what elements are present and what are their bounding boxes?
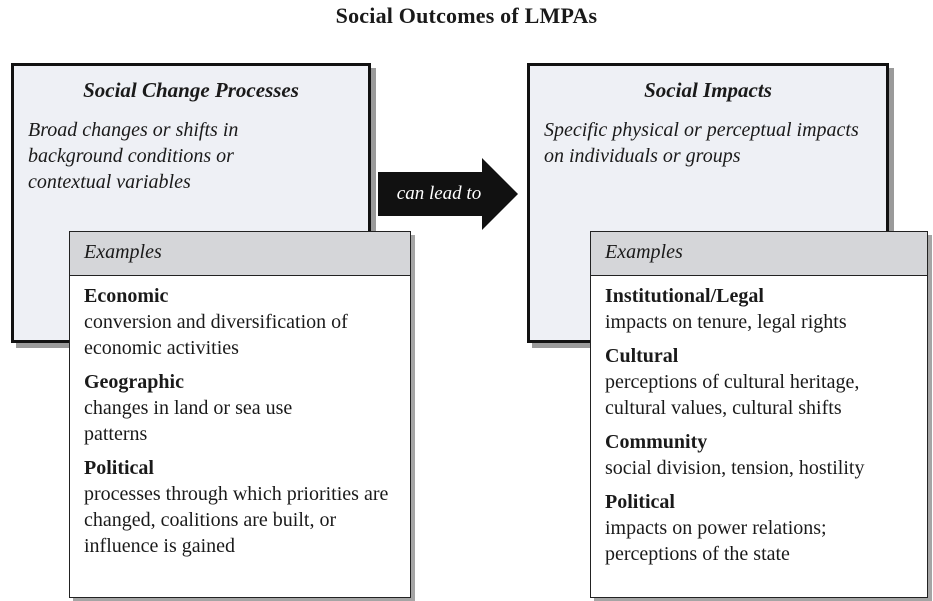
example-item-political <box>605 490 913 567</box>
example-item-title: Community <box>605 431 708 453</box>
example-item-desc: impacts on power relations; perceptions of the state <box>605 517 827 565</box>
example-item-title: Political <box>84 457 154 479</box>
social-change-processes-description: Broad changes or shifts in background conditions or contextual variables <box>28 119 239 193</box>
example-item-cultural <box>605 344 913 421</box>
can-lead-to-arrow <box>378 158 518 230</box>
social-impacts-description: Specific physical or perceptual impacts on individuals or groups <box>544 119 859 167</box>
example-item-community <box>605 430 913 481</box>
example-item-desc: processes through which priorities are changed, coalitions are built, or influence is gained <box>84 483 389 557</box>
social-change-processes-title: Social Change Processes <box>83 78 299 102</box>
diagram-title: Social Outcomes of LMPAs <box>335 3 598 28</box>
example-item-political <box>84 456 396 559</box>
example-item-desc: changes in land or sea use patterns <box>84 397 293 445</box>
example-item-title: Geographic <box>84 371 184 393</box>
example-item-title: Economic <box>84 285 169 307</box>
example-item-desc: conversion and diversification of economic activities <box>84 311 348 359</box>
example-item-desc: social division, tension, hostility <box>605 457 865 479</box>
social-change-examples-box <box>69 231 411 598</box>
social-impacts-examples-list <box>591 276 927 567</box>
social-change-examples-header: Examples <box>70 232 410 276</box>
example-item-desc: impacts on tenure, legal rights <box>605 311 847 333</box>
example-item-title: Institutional/Legal <box>605 285 764 307</box>
social-impacts-title: Social Impacts <box>644 78 772 102</box>
example-item-title: Cultural <box>605 345 679 367</box>
example-item-title: Political <box>605 491 675 513</box>
social-impacts-examples-header: Examples <box>591 232 927 276</box>
example-item-institutional-legal <box>605 284 913 335</box>
example-item-desc: perceptions of cultural heritage, cultural values, cultural shifts <box>605 371 860 419</box>
social-impacts-examples-box <box>590 231 928 598</box>
example-item-geographic <box>84 370 396 447</box>
social-change-examples-list <box>70 276 410 559</box>
can-lead-to-label: can lead to <box>396 183 482 204</box>
example-item-economic <box>84 284 396 361</box>
